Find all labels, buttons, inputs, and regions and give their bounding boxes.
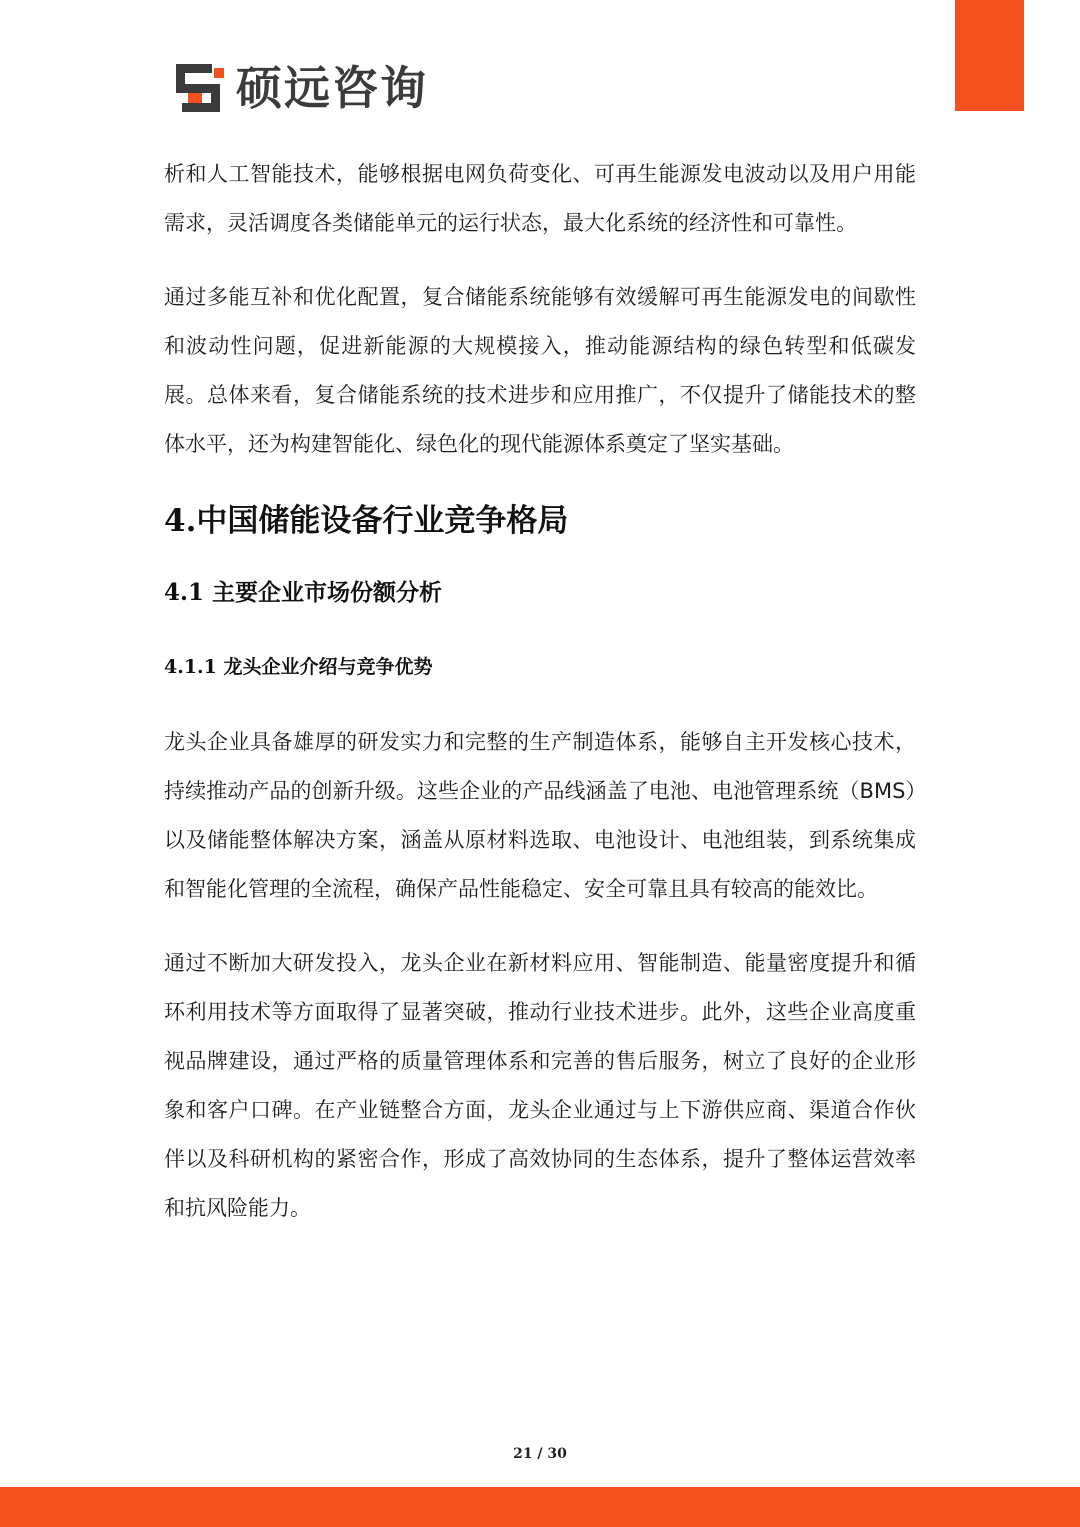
- page-number: 21 / 30: [513, 1446, 567, 1462]
- company-name: 硕远咨询: [236, 61, 428, 115]
- section-heading: 4.中国储能设备行业竞争格局: [164, 503, 569, 539]
- bottom-accent-bar: [0, 1487, 1080, 1527]
- top-accent-bar: [955, 0, 1024, 111]
- company-logo: [176, 60, 428, 116]
- company-logo-icon: [176, 64, 226, 112]
- body-paragraph: 通过不断加大研发投入，龙头企业在新材料应用、智能制造、能量密度提升和循环利用技术等方面取得了显著突破，推动行业技术进步。此外，这些企业高度重视品牌建设，通过严格的质量管理体系和完善的售后服务，树立了良好的企业形象和客户口碑。在产业链整合方面，龙头企业通过与上下游供应商、渠道合作伙伴以及科研机构的紧密合作，形成了高效协同的生态体系，提升了整体运营效率和抗风险能力。: [164, 951, 916, 1220]
- subsubsection-heading: 4.1.1 龙头企业介绍与竞争优势: [164, 656, 433, 678]
- body-paragraph: 龙头企业具备雄厚的研发实力和完整的生产制造体系，能够自主开发核心技术，持续推动产品的创新升级。这些企业的产品线涵盖了电池、电池管理系统（BMS）以及储能整体解决方案，涵盖从原材料选取、电池设计、电池组装，到系统集成和智能化管理的全流程，确保产品性能稳定、安全可靠且具有较高的能效比。: [164, 730, 916, 901]
- body-paragraph: 通过多能互补和优化配置，复合储能系统能够有效缓解可再生能源发电的间歇性和波动性问题，促进新能源的大规模接入，推动能源结构的绿色转型和低碳发展。总体来看，复合储能系统的技术进步和应用推广，不仅提升了储能技术的整体水平，还为构建智能化、绿色化的现代能源体系奠定了坚实基础。: [164, 285, 916, 456]
- subsection-heading: 4.1 主要企业市场份额分析: [164, 579, 443, 606]
- page-content: [164, 150, 916, 1233]
- body-paragraph: 析和人工智能技术，能够根据电网负荷变化、可再生能源发电波动以及用户用能需求，灵活调度各类储能单元的运行状态，最大化系统的经济性和可靠性。: [164, 162, 916, 235]
